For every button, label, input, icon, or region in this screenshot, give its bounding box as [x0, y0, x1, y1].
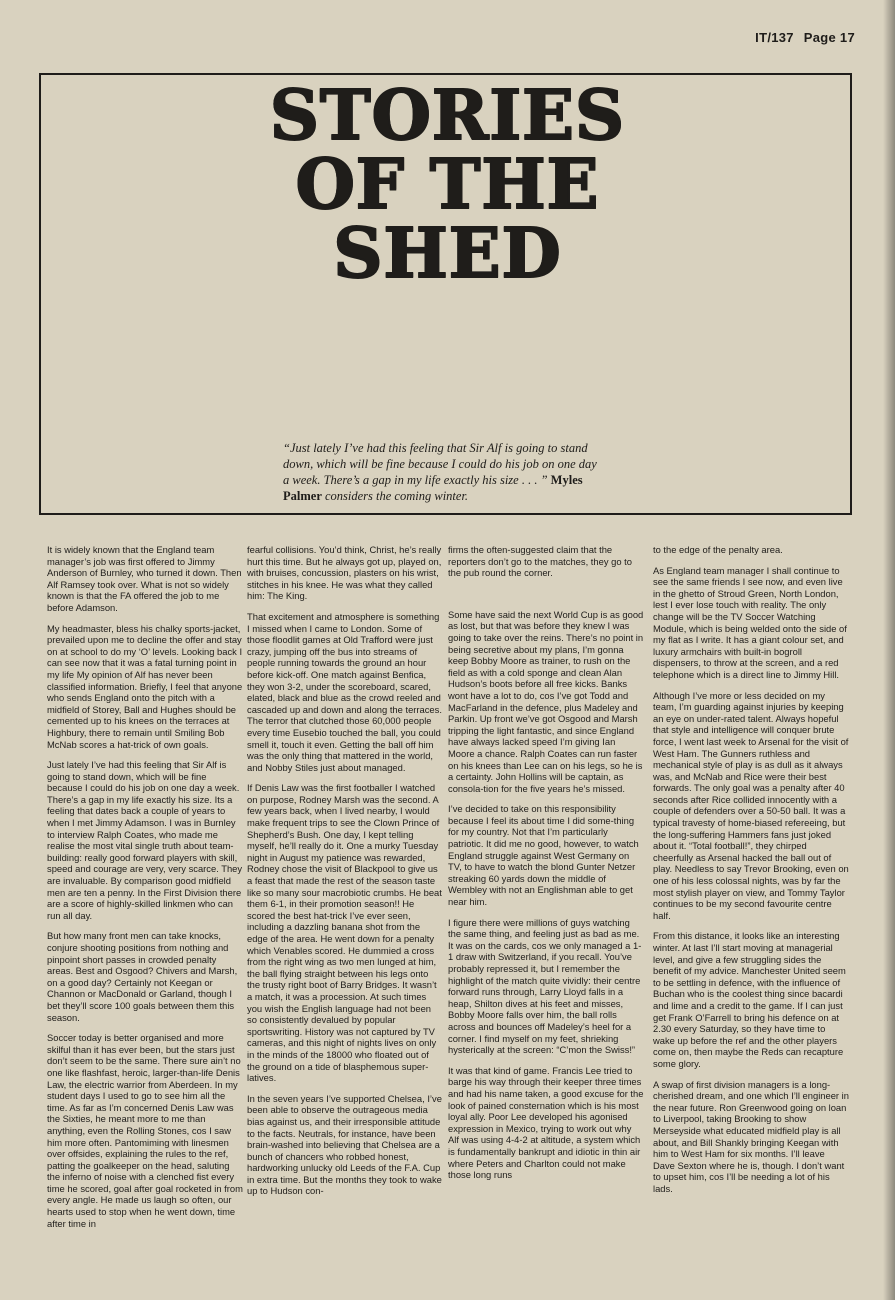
title-line-3: SHED	[333, 214, 562, 294]
article-title	[60, 76, 835, 294]
paragraph: But how many front men can take knocks, conjure shooting positions from nothing and pinpoint short passes in crowded penalty areas. Best and Osgood? Chivers and Marsh, on a good day? Certainly not Keegan or Channon or MacDonald or Garland, though I bet they’ll score 100 goals between them this season.	[47, 930, 238, 1023]
paragraph: In the seven years I’ve supported Chelsea, I’ve been able to observe the outrageous media bias against us, and their irresponsible attitude to the facts. Neutrals, for instance, have been brain-washed into believing that Chelsea are a bunch of chancers who robbed honest, hardworking unlucky old Leeds of the F.A. Cup in extra time. But the months they took to wake up to Hudson con-	[247, 1092, 442, 1197]
byline-rest: considers the coming winter.	[321, 489, 469, 503]
paragraph: My headmaster, bless his chalky sports-jacket, prevailed upon me to decline the offer and stay on at school to do my ‘O’ levels. Looking back I can see now that it was a fatal turning point in my life My opinion of Alf has never been classified information. Briefly, I feel that anyone who sends England onto the pitch with a midfield of Storey, Ball and Hughes should be cemented up to his knees on the terraces at Highbury, there to remain until Smiling Bob McNab scores a hat-trick of own goals.	[47, 622, 243, 750]
article-column-2	[247, 544, 443, 1270]
paragraph: to the edge of the penalty area.	[653, 544, 783, 555]
paragraph: From this distance, it looks like an interesting winter. At last I’ll start moving at managerial level, and give a few struggling sides the benefit of my advice. Manchester United seem to be settling in defence, with the influence of Buchan who is the coolest thing since bacardi and lime and a credit to the game. If I can just get Frank O’Farrell to bring his defence on at 2.30 every Saturday, so they have time to wake up before the ref and the other players come on, then maybe the Reds can recapture some glory.	[653, 930, 846, 1069]
page-header	[755, 30, 855, 45]
title-line-2: OF THE	[295, 145, 600, 225]
paragraph: Although I’ve more or less decided on my team, I’m guarding against injuries by keeping an eye on under-rated talent. Always hopeful that style and intelligence will conquer brute force, I went last week to Arsenal for the visit of West Ham. The Gunners ruthless and mechanical style of play is as dull as it always was, and McNab and Rice were their best forwards. The only goal was a penalty after 40 seconds after Rice collided innocently with a couple of defenders over a 50-50 ball. It was a typical travesty of home-biased refereeing, but the long-suffering Hammers fans just joked about it. “Total football!”, they chirped cheerfully as Arsenal hacked the ball out of play. Needless to say Trevor Brooking, even on one of his less colossal nights, was by far the most stylish player on view, and Tommy Taylor continues to be my second favourite centre half.	[653, 689, 849, 921]
paragraph: I figure there were millions of guys watching the same thing, and feeling just as bad as me. It was on the cards, cos we only managed a 1-1 draw with Switzerland, if you recall. You’ve probably repressed it, but I remember the highlight of the match quite vividly: their centre forward runs through, Larry Lloyd falls in a heap, Shilton dives at his feet and misses, Bobby Moore falls over him, the ball rolls across and bounces off Madeley’s heel for a corner. I find myself on my feet, shrieking hysterically at the screen: “C’mon the Swiss!”	[448, 916, 642, 1056]
article-column-1	[47, 544, 243, 1270]
paragraph: As England team manager I shall continue to see the same friends I see now, and even live in the ghetto of Stroud Green, North London, lest I ever lose touch with reality. The only change will be the TV Soccer Watching Module, which is being welded onto the side of my flat as I write. It has a giant colour set, and luxury armchairs with built-in bogroll dispensers, to throw at the screen, and a red telephone which is a direct line to Jimmy Hill.	[653, 564, 847, 680]
standfirst-quote: “Just lately I’ve had this feeling that Sir Alf is going to stand down, which will be fine because I could do his job on one day a week. There’s a gap in my life exactly his size . . . ”	[283, 441, 597, 487]
page-number: Page 17	[803, 30, 855, 45]
paragraph: It is widely known that the England team manager’s job was first offered to Jimmy Anderson of Burnley, who turned it down. Then Alf Ramsey took over. What is not so widely known is that the FA offered the job to me before Adamson.	[47, 544, 242, 613]
paragraph: I’ve decided to take on this responsibility because I feel its about time I did some-thing for my country. Not that I’m particularly patriotic. It did me no good, however, to watch England struggle against West Germany on TV, to have to watch the blond Gunter Netzer streaking 60 yards down the middle of Wembley with not an Englishman able to get near him.	[448, 803, 639, 908]
issue-number: IT/137	[755, 30, 794, 45]
standfirst	[283, 440, 603, 504]
paragraph: Just lately I’ve had this feeling that Sir Alf is going to stand down, which will be fine because I could do his job on one day a week. There’s a gap in my life exactly his size. Its a feeling that dates back a couple of years to when I met Jimmy Adamson. I was in Burnley to interview Ralph Coates, who made me realise the most vital single truth about team-building: really good forward players with skill, speed and courage are very, very scarce. They are invaluable. By comparison good midfield men are ten a penny. In the First Division there are a score of highly-skilled linkmen who can run all day.	[47, 759, 243, 921]
paragraph: It was that kind of game. Francis Lee tried to barge his way through their keeper three times and had his name taken, a good excuse for the look of pained consternation which is his most loyal ally. Poor Lee developed his agonised expression in Mexico, trying to work out why Alf was using 4-4-2 at altitude, a system which is fundamentally bankrupt and idiotic in thin air where Peters and Charlton could not make those long runs	[448, 1064, 644, 1181]
paragraph: Soccer today is better organised and more skilful than it has ever been, but the stars just don’t seem to be the same. There sure ain’t no one like flashfast, heroic, larger-than-life Denis Law, the electric warrior from Aberdeen. In my student days I used to go to see him all the time. As far as I’m concerned Denis Law was the Sixties, he meant more to me than anything, even the Rolling Stones, cos I saw him more often. Pantomiming with linesmen over offsides, explaining the rules to the ref, patting the goalkeeper on the head, saluting the inferno of noise with a clenched fist every time he scored, goal after goal rocketed in from every angle. He made us laugh so often, our hearts used to stop when he went down, time after time in	[47, 1032, 243, 1229]
paragraph: That excitement and atmosphere is something I missed when I came to London. Some of those floodlit games at Old Trafford were just crazy, jumping off the bus into streams of people running towards the ground an hour before kick-off. One match against Benfica, they won 3-2, under the scoreboard, scared, elated, black and blue as the crowd reeled and cascaded up and down and along the terraces. The terror that clutched those 60,000 people every time Eusebio touched the ball, you could smell it, touch it even. Getting the ball off him was the only thing that mattered in the world, and Nobby Stiles just about managed.	[247, 610, 442, 773]
paragraph: fearful collisions. You’d think, Christ, he’s really hurt this time. But he always got up, played on, with bruises, concussion, plasters on his wrist, stitches in his knee. He was what they called him: The King.	[247, 544, 442, 602]
page-edge-shadow	[883, 0, 895, 1300]
paragraph: If Denis Law was the first footballer I watched on purpose, Rodney Marsh was the second. A few years back, when I lived nearby, I would make frequent trips to see the Clown Prince of Shepherd’s Bush. One day, I kept telling myself, he’ll really do it. One a murky Tuesday night in August my patience was rewarded, Rodney chose the visit of Blackpool to give us a feast that made the rest of the season taste like so many sour macrobiotic crumbs. He beat them 6-1, in their promotion season!! He scored the best hat-trick I’ve ever seen, including a dazzling banana shot from the edge of the area. He went down for a penalty which Venables scored. He dummied a cross from the right wing as two men lunged at him, the ball flying straight between his legs onto the trusty right boot of Barry Bridges. It wasn’t a match, it was a procession. At such times you wish the English language had not been so consistently devalued by popular sportswriting. History was not captured by TV cameras, and this night of nights lives on only in the minds of the 18000 who floated out of the ground on a tide of blasphemous super-latives.	[247, 782, 442, 1084]
paragraph: firms the often-suggested claim that the reporters don’t go to the matches, they go to the pub round the corner.	[448, 544, 632, 579]
title-line-1: STORIES	[269, 76, 626, 156]
article-column-4	[653, 544, 849, 1270]
byline-author: Myles Palmer	[283, 473, 583, 503]
article-column-3	[448, 544, 644, 1270]
paragraph: Some have said the next World Cup is as good as lost, but that was before they knew I was going to take over the reins. There’s no point in being secretive about my plans, I’m gonna keep Bobby Moore as trainer, to rush on the field as with a cold sponge and clean Alan Hudson’s boots before all free kicks. Banks wont have a lot to do, cos I’ve got Todd and MacFarland in the defence, plus Madeley and Parkin. Up front we’ve got Osgood and Marsh tripping the light fantastic, and since England have always lacked speed I’m giving Ian Moore a chance. Ralph Coates can run faster on his knees than Lee can on his legs, so he is a certainty. John Hollins will be captain, as consola-tion for the five years he’s missed.	[448, 608, 644, 794]
paragraph: A swap of first division managers is a long-cherished dream, and one which I’ll engineer in the near future. Ron Greenwood going on loan to Liverpool, taking Brooking to show Merseyside what educated midfield play is all about, and Bill Shankly bringing Keegan with him to West Ham for six months. I’ll leave Dave Sexton where he is, though. I don’t want to upset him, cos I’ll be needing a lot of his lads.	[653, 1078, 849, 1194]
